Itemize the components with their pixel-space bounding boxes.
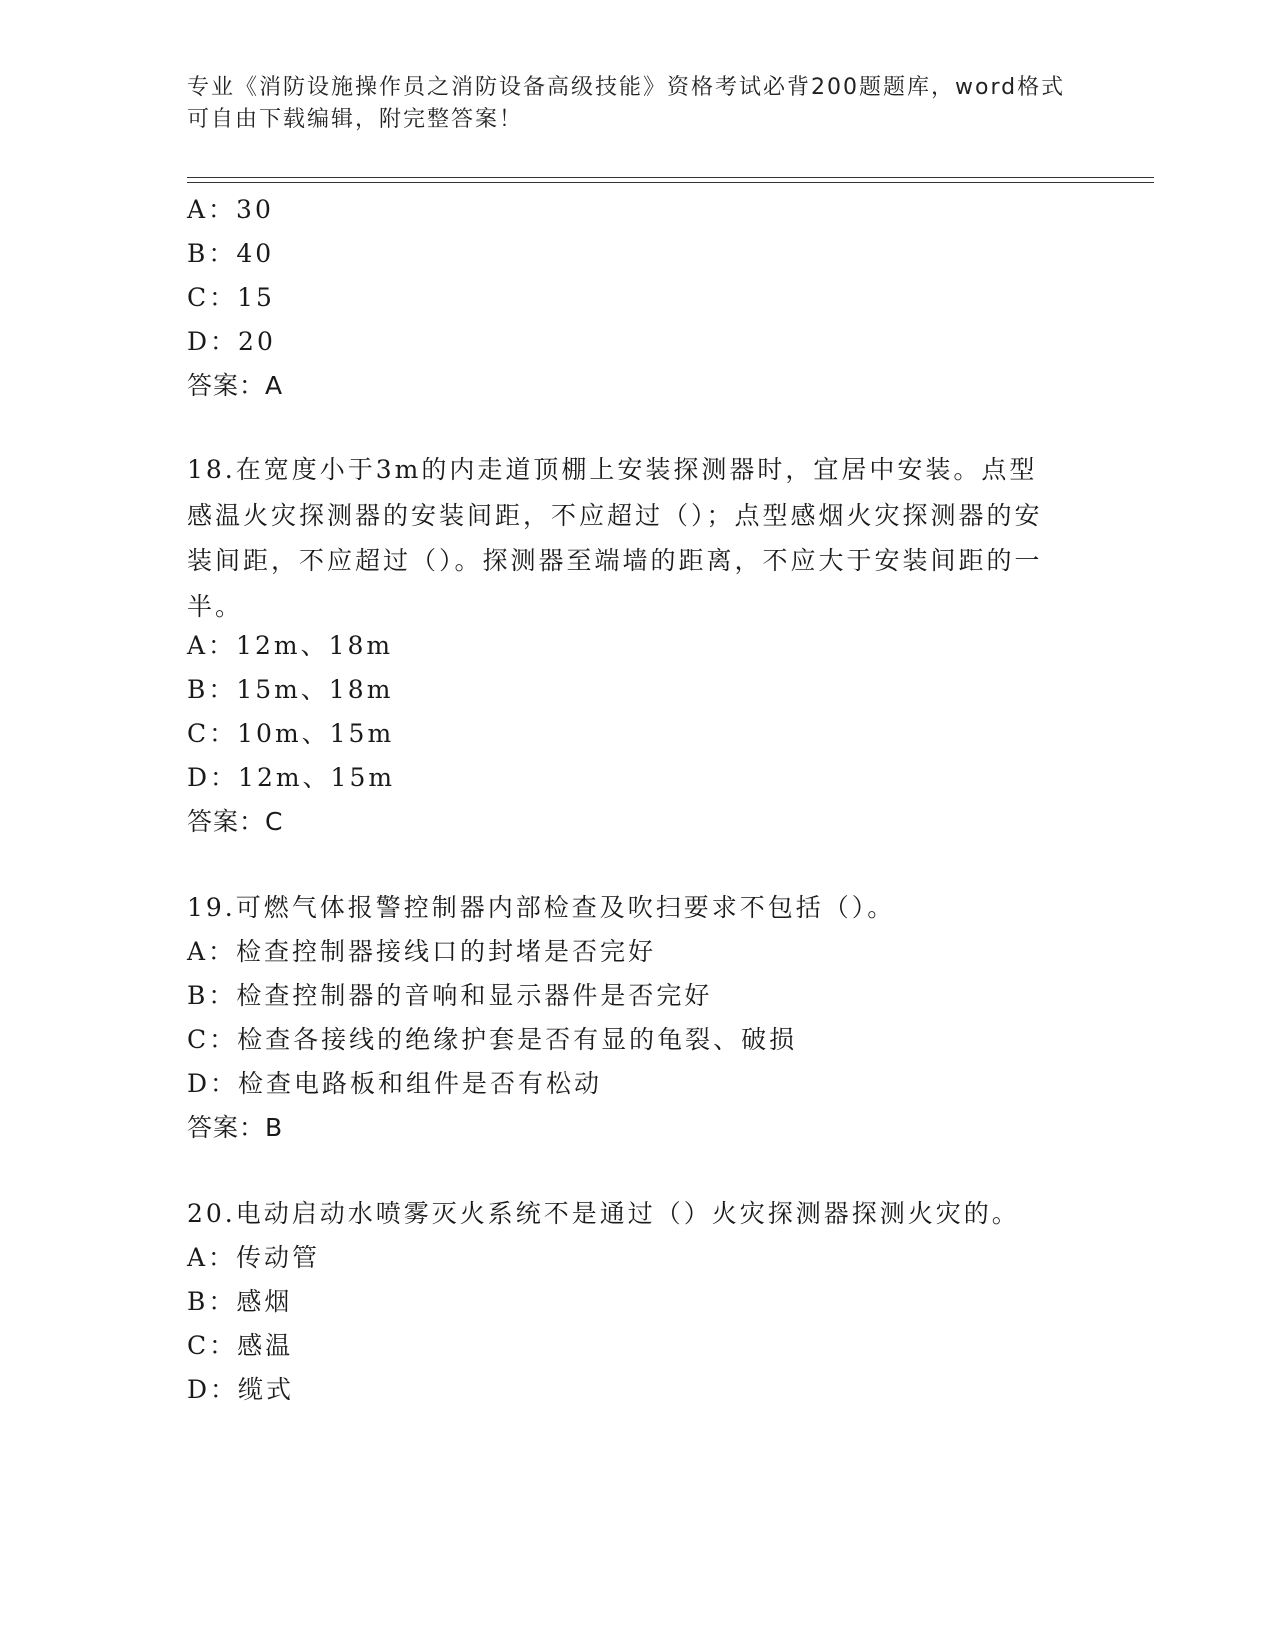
q17-answer: 答案：A — [187, 371, 284, 400]
q18-option-d: D：12m、15m — [187, 763, 396, 792]
q20-text: 20.电动启动水喷雾灭火系统不是通过（）火灾探测器探测火灾的。 — [187, 1199, 1020, 1228]
q18-option-b: B：15m、18m — [187, 675, 394, 704]
header-divider-top — [187, 177, 1154, 178]
q20-option-c: C：感温 — [187, 1331, 294, 1360]
header-divider-bottom — [187, 182, 1154, 183]
q19-answer: 答案：B — [187, 1113, 284, 1142]
q19-option-c: C：检查各接线的绝缘护套是否有显的龟裂、破损 — [187, 1025, 798, 1054]
q18-text: 18.在宽度小于3m的内走道顶棚上安装探测器时，宜居中安装。点型感温火灾探测器的安装间距，不应超过（）；点型感烟火灾探测器的安装间距，不应超过（）。探测器至端墙的距离，不应大于安装间距的一半。 — [187, 455, 1043, 622]
q18-option-a: A：12m、18m — [187, 631, 394, 660]
q20-option-d: D：缆式 — [187, 1375, 295, 1404]
q19-option-a: A：检查控制器接线口的封堵是否完好 — [187, 937, 657, 966]
q17-option-d: D：20 — [187, 327, 276, 356]
q17-option-b: B：40 — [187, 239, 275, 268]
q20-option-b: B：感烟 — [187, 1287, 293, 1316]
q19-option-d: D：检查电路板和组件是否有松动 — [187, 1069, 603, 1098]
q17-option-c: C：15 — [187, 283, 275, 312]
page-header: 专业《消防设施操作员之消防设备高级技能》资格考试必背200题题库，word格式可自由下载编辑，附完整答案！ — [187, 75, 1066, 132]
q19-text: 19.可燃气体报警控制器内部检查及吹扫要求不包括（）。 — [187, 893, 896, 922]
q20-option-a: A：传动管 — [187, 1243, 321, 1272]
q17-option-a: A：30 — [187, 195, 274, 224]
q18-answer: 答案：C — [187, 807, 284, 836]
q19-option-b: B：检查控制器的音响和显示器件是否完好 — [187, 981, 713, 1010]
q18-option-c: C：10m、15m — [187, 719, 395, 748]
